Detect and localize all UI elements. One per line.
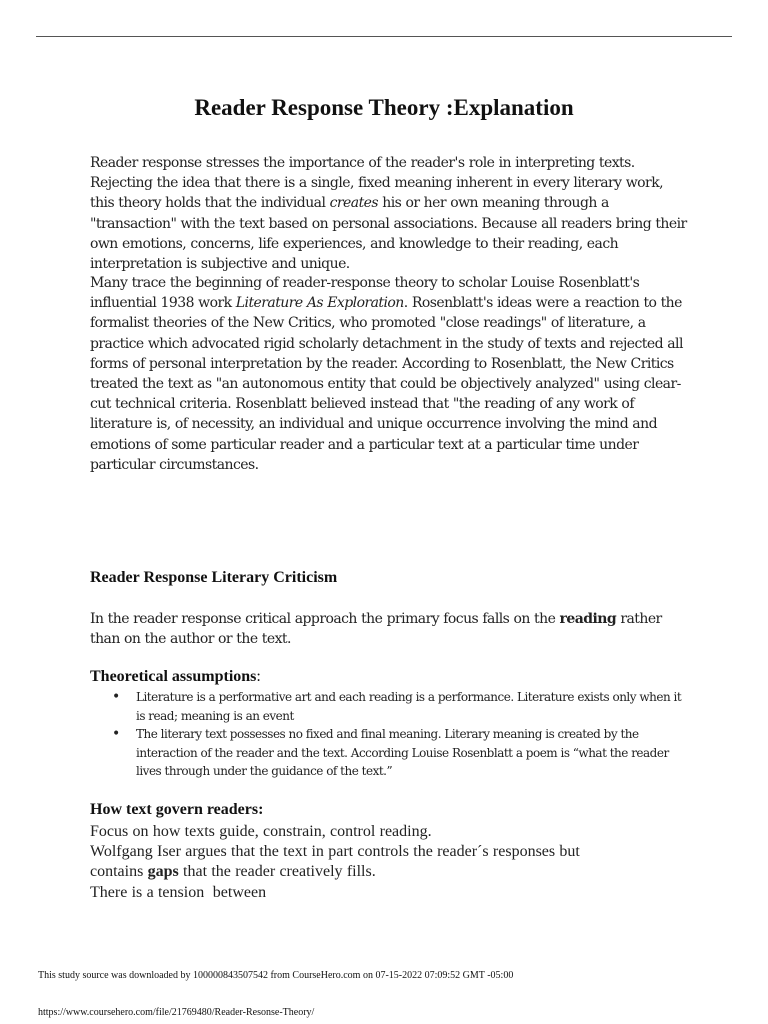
source-url[interactable]: https://www.coursehero.com/file/21769480/Reader-Resonse-Theory/ [38,1007,315,1018]
section-heading-criticism: Reader Response Literary Criticism [90,569,338,586]
paragraph-focus-bold: reading [559,611,617,627]
paragraph-rosenblatt-b: . Rosenblatt's ideas were a reaction to the formalist theories of the New Critics, who promoted "close readings" of literature, a practice which advocated rigid scholarly detachment in the study of texts and rejected all forms of personal interpretation by the reader. According to Rosenblatt, the New Critics treated the text as "an autonomous entity that could be objectively analyzed" using clear-cut technical criteria. Rosenblatt believed instead that "the reading of any work of literature is, of necessity, an individual and unique occurrence involving the mind and emotions of some particular reader and a particular text at a particular time under particular circumstances. [90,295,683,473]
top-rule [36,36,732,37]
paragraph-iser-line1: Focus on how texts guide, constrain, control reading. [90,823,432,840]
paragraph-iser-gaps: gaps [147,863,179,881]
book-title-italic: Literature As Exploration [235,295,404,312]
paragraph-rosenblatt-a: Many trace the beginning of reader-response theory to scholar Louise Rosenblatt's influential 1938 work [90,275,640,312]
bullet-icon: • [112,726,120,742]
paragraph-intro-text: Reader response stresses the importance of the reader's role in interpreting texts. Rejecting the idea that there is a single, fixed meaning inherent in every literary work, this theory holds that the individual [90,155,664,212]
page-title: Reader Response Theory :Explanation [194,95,574,120]
theoretical-assumptions-heading [90,668,261,686]
paragraph-iser [90,822,690,903]
list-item-text: Literature is a performative art and each reading is a performance. Literature exists only when it is read; meaning is an event [136,690,682,723]
paragraph-intro-rest: his or her own meaning through a "transaction" with the text based on personal associations. Because all readers bring their own emotions, concerns, life experiences, and knowledge to their reading, each interpretation is subjective and unique. [90,195,687,273]
theoretical-assumptions-label: Theoretical assumptions [90,668,257,685]
section-heading-govern: How text govern readers: [90,801,264,818]
paragraph-iser-line2: Wolfgang Iser argues that the text in part controls the reader´s responses but [90,843,580,861]
paragraph-iser-line3-b: that the reader creatively fills. [178,863,376,881]
paragraph-rosenblatt [90,273,690,475]
paragraph-iser-line3 [90,862,690,882]
list-item [90,688,690,725]
download-source-note: This study source was downloaded by 100000843507542 from CourseHero.com on 07-15-2022 07:09:52 GMT -05:00 [38,970,514,981]
paragraph-intro-italic: creates [329,195,379,212]
paragraph-focus-b: rather than on the author or the text. [90,611,662,648]
assumptions-list [90,688,690,781]
paragraph-iser-line4: There is a tension between [90,883,267,901]
paragraph-focus [90,609,690,649]
list-item [90,725,690,781]
list-item-text: The literary text possesses no fixed and final meaning. Literary meaning is created by the interaction of the reader and the text. According Louise Rosenblatt a poem is “what the reader lives through under the guidance of the text.” [136,727,669,778]
bullet-icon: • [112,689,120,705]
paragraph-iser-line3-a: contains [90,863,148,881]
paragraph-intro [90,153,690,274]
paragraph-focus-a: In the reader response critical approach the primary focus falls on the [90,611,560,627]
theoretical-assumptions-colon: : [256,668,261,685]
